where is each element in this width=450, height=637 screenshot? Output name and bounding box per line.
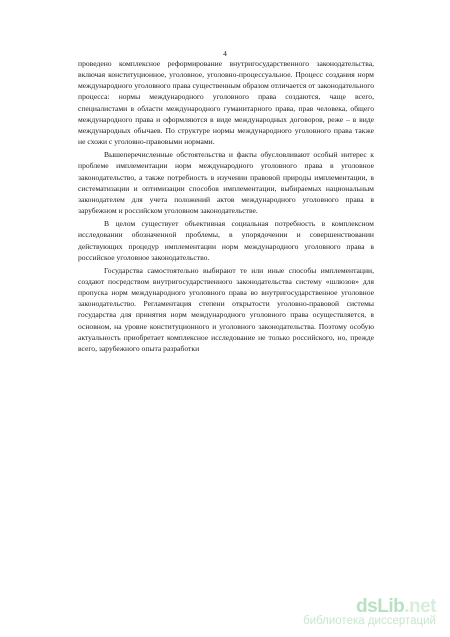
- dslib-watermark: [303, 596, 436, 627]
- watermark-tagline: библиотека диссертаций: [303, 615, 436, 627]
- paragraph-1: проведено комплексное реформирование внутригосударственного законодательства, включая конституционное, уголовное, уголовно-процессуальное. Процесс создания норм международного уголовного права существенным образом отличается от законодательного процесса: нормы международного уголовного права создаются, чаще всего, специалистами в области международного гуманитарного права, прав человека, общего международного права и оформляются в виде международных договоров, реже – в виде международных обычаев. По структуре нормы международного уголовного права также не схожи с уголовно-правовыми нормами.: [78, 59, 374, 147]
- paragraph-2: Вышеперечисленные обстоятельства и факты обусловливают особый интерес к проблеме имплементации норм международного уголовного права в уголовное законодательство, а также потребность в изучении правовой природы имплементации, в систематизации и оптимизации способов имплементации, выбираемых национальным законодателем для учета положений актов международного уголовного права в зарубежном и российском уголовном законодательстве.: [78, 150, 374, 216]
- paragraph-3: В целом существует объективная социальная потребность в комплексном исследовании обозначенной проблемы, в упорядочении и совершенствовании действующих процедур имплементации норм международного уголовного права в российское уголовное законодательство.: [78, 219, 374, 262]
- page-number: 4: [223, 49, 227, 58]
- document-body: [78, 58, 374, 354]
- watermark-logo-main: dsLib: [356, 596, 405, 617]
- paragraph-4: Государства самостоятельно выбирают те или иные способы имплементации, создают посредством внутригосударственного законодательства систему «шлюзов» для пропуска норм международного уголовного права во внутригосударственное уголовное законодательство. Регламентация степени открытости уголовно-правовой системы государства для принятия норм международного уголовного права осуществляется, в основном, на уровне конституционного и уголовного законодательства. Поэтому особую актуальность приобретает комплексное исследование не только российского, но, прежде всего, зарубежного опыта разработки: [78, 265, 374, 353]
- watermark-logo-tld: .net: [404, 596, 436, 617]
